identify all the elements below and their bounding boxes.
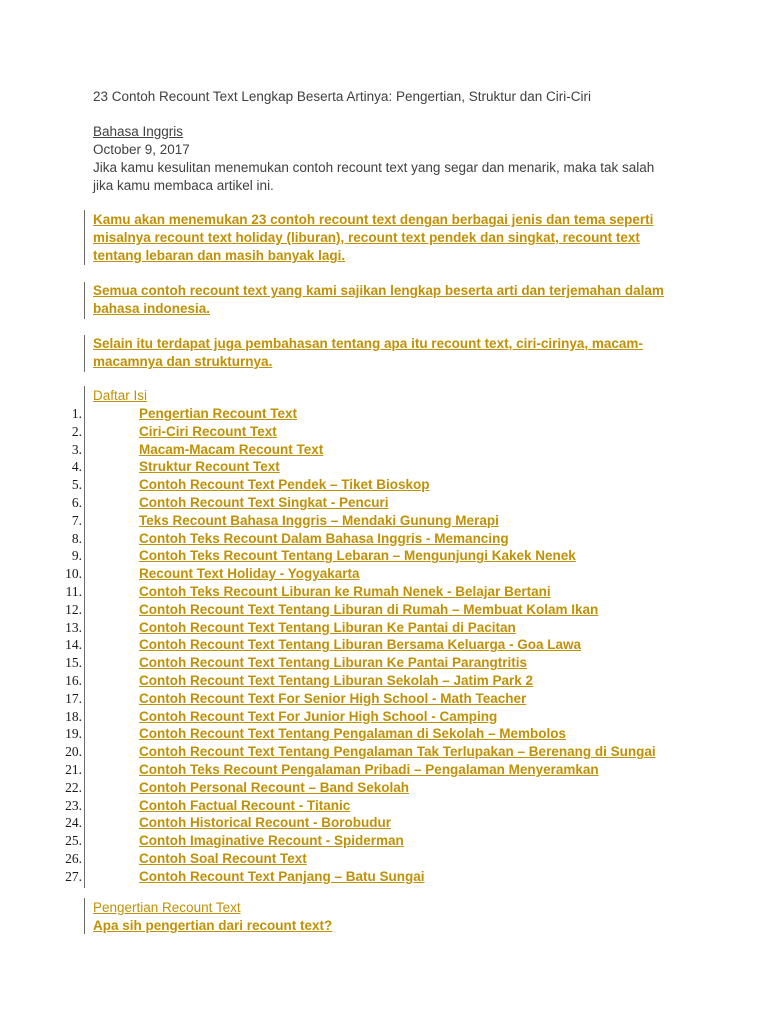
toc-item-number: 15. xyxy=(65,655,82,671)
toc-item-link[interactable]: Contoh Recount Text Pendek – Tiket Bioskop xyxy=(139,477,430,493)
toc-item-number: 3. xyxy=(71,441,82,457)
toc-item xyxy=(0,423,768,441)
toc-item-link[interactable]: Struktur Recount Text xyxy=(139,459,280,475)
toc-item-number: 11. xyxy=(65,583,82,599)
toc-item xyxy=(0,512,768,530)
toc-item xyxy=(0,672,768,690)
toc-item xyxy=(0,725,768,743)
highlight-paragraph[interactable]: Selain itu terdapat juga pembahasan tentang apa itu recount text, ciri-cirinya, macam-macamnya dan strukturnya. xyxy=(93,336,643,369)
toc-item-number: 25. xyxy=(65,833,82,849)
toc-item-link[interactable]: Ciri-Ciri Recount Text xyxy=(139,423,277,439)
quote-rule xyxy=(84,335,85,372)
toc-item xyxy=(0,476,768,494)
toc-item xyxy=(0,814,768,832)
toc-item xyxy=(0,405,768,423)
section-heading-link[interactable]: Pengertian Recount Text xyxy=(93,900,241,915)
quote-rule xyxy=(84,898,85,934)
article-title: 23 Contoh Recount Text Lengkap Beserta Artinya: Pengertian, Struktur dan Ciri-Ciri xyxy=(93,89,592,104)
toc-item-link[interactable]: Contoh Recount Text Singkat - Pencuri xyxy=(139,494,389,510)
toc-item-number: 26. xyxy=(65,850,82,866)
highlight-paragraph[interactable]: Kamu akan menemukan 23 contoh recount text dengan berbagai jenis dan tema seperti misalnya recount text holiday (liburan), recount text pendek dan singkat, recount text tentang lebaran dan masih banyak lagi. xyxy=(93,212,654,263)
toc-item-number: 16. xyxy=(65,672,82,688)
toc-item xyxy=(0,797,768,815)
toc-item-link[interactable]: Contoh Teks Recount Dalam Bahasa Inggris - Memancing xyxy=(139,530,509,546)
toc-item-link[interactable]: Contoh Recount Text For Senior High School - Math Teacher xyxy=(139,690,527,706)
toc-item-link[interactable]: Recount Text Holiday - Yogyakarta xyxy=(139,566,360,582)
toc-item-number: 27. xyxy=(65,868,82,884)
toc-item-number: 2. xyxy=(71,423,82,439)
toc-item-link[interactable]: Contoh Factual Recount - Titanic xyxy=(139,797,351,813)
toc-item-number: 20. xyxy=(65,744,82,760)
toc-item-number: 22. xyxy=(65,779,82,795)
toc-item xyxy=(0,654,768,672)
toc-item xyxy=(0,743,768,761)
toc-item-link[interactable]: Contoh Teks Recount Tentang Lebaran – Mengunjungi Kakek Nenek xyxy=(139,548,576,564)
toc-item xyxy=(0,565,768,583)
toc-item xyxy=(0,868,768,886)
toc-item-link[interactable]: Contoh Recount Text Tentang Liburan Bersama Keluarga - Goa Lawa xyxy=(139,637,582,653)
toc-item-number: 21. xyxy=(65,761,82,777)
toc-item xyxy=(0,690,768,708)
section-question-link[interactable]: Apa sih pengertian dari recount text? xyxy=(93,918,333,933)
toc-item-number: 7. xyxy=(71,512,82,528)
quote-rule xyxy=(84,210,85,265)
toc-item-number: 9. xyxy=(71,548,82,564)
toc-list xyxy=(0,405,768,886)
toc-item-link[interactable]: Macam-Macam Recount Text xyxy=(139,441,324,457)
toc-item-link[interactable]: Contoh Recount Text Tentang Pengalaman di Sekolah – Membolos xyxy=(139,726,567,742)
toc-item-number: 6. xyxy=(71,494,82,510)
toc-item xyxy=(0,583,768,601)
toc-item-number: 5. xyxy=(71,477,82,493)
toc-item-number: 13. xyxy=(65,619,82,635)
toc-item xyxy=(0,458,768,476)
quote-rule xyxy=(84,282,85,319)
toc-item xyxy=(0,619,768,637)
toc-item xyxy=(0,850,768,868)
toc-item-link[interactable]: Contoh Teks Recount Liburan ke Rumah Nenek - Belajar Bertani xyxy=(139,583,551,599)
toc-item-number: 23. xyxy=(65,797,82,813)
toc-item-link[interactable]: Contoh Recount Text Tentang Liburan di Rumah – Membuat Kolam Ikan xyxy=(139,601,599,617)
toc-item xyxy=(0,708,768,726)
toc-item-link[interactable]: Contoh Personal Recount – Band Sekolah xyxy=(139,779,410,795)
toc-item-number: 4. xyxy=(71,459,82,475)
toc-item xyxy=(0,530,768,548)
toc-item-link[interactable]: Teks Recount Bahasa Inggris – Mendaki Gunung Merapi xyxy=(139,512,499,528)
toc-item xyxy=(0,494,768,512)
intro-paragraph: Jika kamu kesulitan menemukan contoh recount text yang segar dan menarik, maka tak salah jika kamu membaca artikel ini. xyxy=(93,160,655,193)
toc-item-link[interactable]: Contoh Teks Recount Pengalaman Pribadi – Pengalaman Menyeramkan xyxy=(139,761,599,777)
toc-item-link[interactable]: Contoh Recount Text Panjang – Batu Sungai xyxy=(139,868,425,884)
toc-item-link[interactable]: Contoh Historical Recount - Borobudur xyxy=(139,815,391,831)
publish-date: October 9, 2017 xyxy=(93,142,190,157)
toc-item xyxy=(0,832,768,850)
toc-item-link[interactable]: Pengertian Recount Text xyxy=(139,406,298,421)
toc-item-link[interactable]: Contoh Recount Text Tentang Liburan Ke Pantai di Pacitan xyxy=(139,619,516,635)
toc-item-number: 24. xyxy=(65,815,82,831)
toc-item xyxy=(0,761,768,779)
toc-item-link[interactable]: Contoh Recount Text Tentang Pengalaman Tak Terlupakan – Berenang di Sungai xyxy=(139,744,656,760)
toc-item xyxy=(0,636,768,654)
toc-item-link[interactable]: Contoh Recount Text Tentang Liburan Ke Pantai Parangtritis xyxy=(139,655,528,671)
toc-item-number: 1. xyxy=(71,406,82,421)
toc-item-number: 19. xyxy=(65,726,82,742)
category-link[interactable]: Bahasa Inggris xyxy=(93,124,184,139)
toc-title[interactable]: Daftar Isi xyxy=(93,388,148,403)
toc-item-number: 10. xyxy=(65,566,82,582)
toc-item-number: 17. xyxy=(65,690,82,706)
toc-item xyxy=(0,547,768,565)
toc-item-link[interactable]: Contoh Soal Recount Text xyxy=(139,850,307,866)
toc-item xyxy=(0,441,768,459)
toc-item-link[interactable]: Contoh Recount Text For Junior High School - Camping xyxy=(139,708,498,724)
toc-item-link[interactable]: Contoh Imaginative Recount - Spiderman xyxy=(139,833,404,849)
highlight-paragraph[interactable]: Semua contoh recount text yang kami sajikan lengkap beserta arti dan terjemahan dalam bahasa indonesia. xyxy=(93,283,664,316)
toc-item xyxy=(0,601,768,619)
toc-item-number: 8. xyxy=(71,530,82,546)
toc-item-number: 18. xyxy=(65,708,82,724)
toc-item-number: 14. xyxy=(65,637,82,653)
toc-item-link[interactable]: Contoh Recount Text Tentang Liburan Sekolah – Jatim Park 2 xyxy=(139,672,534,688)
toc-item xyxy=(0,779,768,797)
toc-item-number: 12. xyxy=(65,601,82,617)
